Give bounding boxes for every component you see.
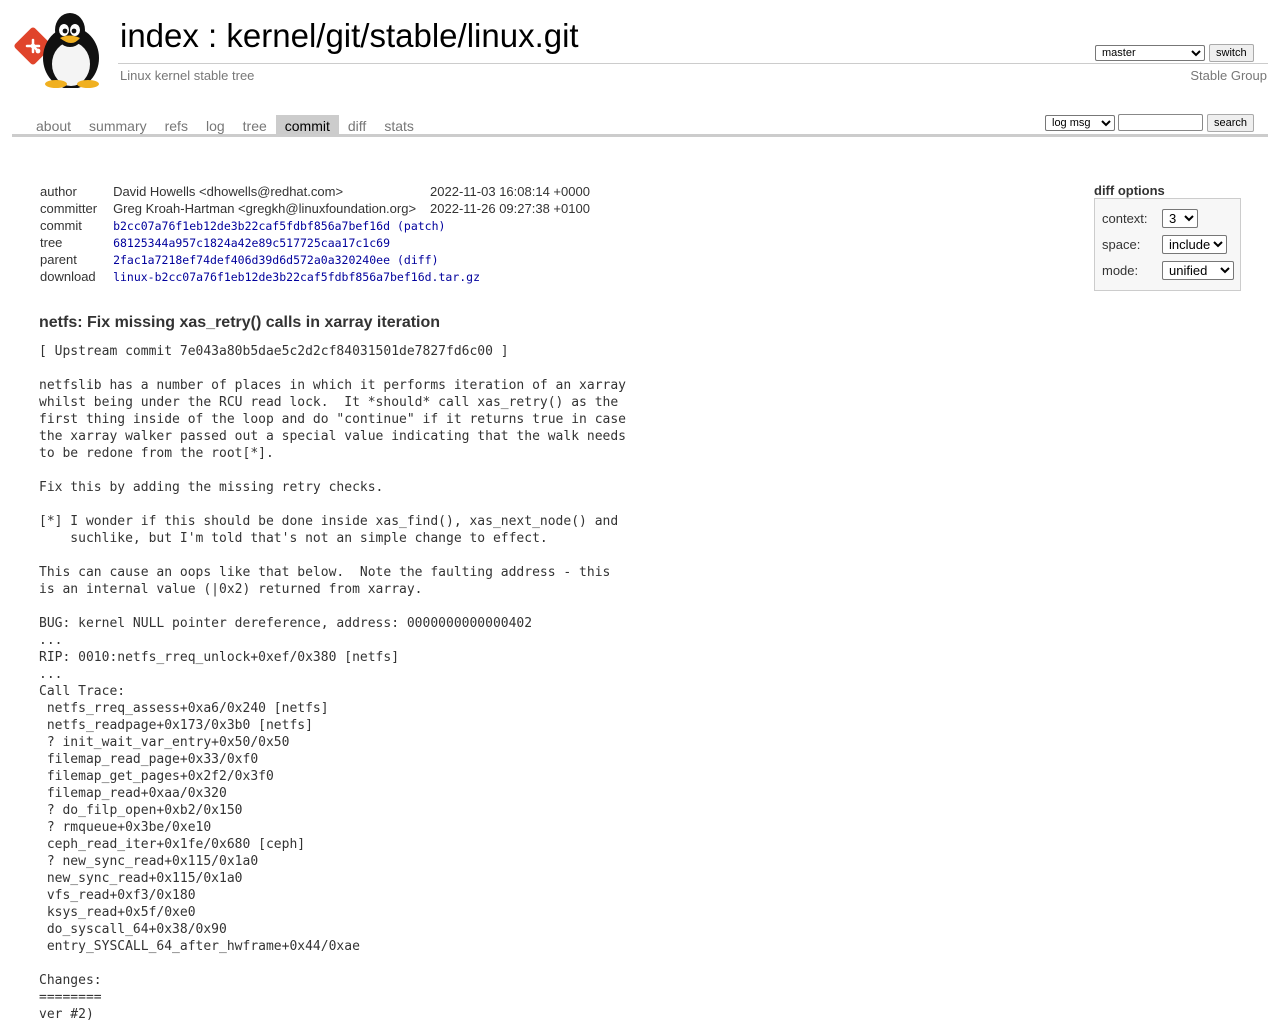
tab-log[interactable]: log [205, 118, 225, 134]
context-label: context: [1102, 211, 1148, 226]
committer-date: 2022-11-26 09:27:38 +0100 [430, 201, 590, 216]
commit-label: commit [40, 218, 82, 233]
repo-owner-link[interactable]: Stable Group [1190, 68, 1267, 83]
parent-diff-link[interactable]: diff [403, 252, 432, 267]
parent-row [37, 251, 590, 268]
title-separator: : [198, 17, 227, 54]
tab-about[interactable]: about [36, 118, 72, 134]
tree-row [37, 234, 590, 251]
tab-summary[interactable]: summary [89, 118, 147, 134]
tab-commit[interactable]: commit [276, 115, 339, 136]
commit-subject: netfs: Fix missing xas_retry() calls in xarray iteration [39, 314, 441, 331]
branch-select[interactable] [1095, 45, 1205, 61]
header-divider [118, 63, 1268, 64]
commit-hash-cell: b2cc07a76f1eb12de3b22caf5fdbf856a7bef16d (patch) [113, 218, 446, 233]
tab-diff[interactable]: diff [347, 118, 367, 134]
parent-hash-cell: 2fac1a7218ef74def406d39d6d572a0a320240ee (diff) [113, 252, 439, 267]
cgit-logo-link[interactable] [14, 10, 110, 88]
author-label: author [40, 184, 77, 199]
space-select[interactable] [1162, 235, 1227, 254]
index-link[interactable]: index [120, 17, 199, 54]
repo-description: Linux kernel stable tree [120, 68, 255, 83]
parent-hash-link[interactable]: 2fac1a7218ef74def406d39d6d572a0a320240ee [113, 252, 391, 267]
tree-hash-link[interactable]: 68125344a957c1824a42e89c517725caa17c1c69 [113, 235, 391, 250]
committer-label: committer [40, 201, 98, 216]
commit-hash-link[interactable]: b2cc07a76f1eb12de3b22caf5fdbf856a7bef16d [113, 218, 391, 233]
commit-message: [ Upstream commit 7e043a80b5dae5c2d2cf84031501de7827fd6c00 ] netfslib has a number of places in which it performs iteration of an xarray whilst being under the RCU read lock. It *should* call xas_retry() as the first thing inside of the loop and do "continue" if it returns true in case the xarray walker passed out a special value indicating that the walk needs to be redone from the root[*]. Fix this by adding the missing retry checks. [*] I wonder if this should be done inside xas_find(), xas_next_node() and suchlike, but I'm told that's not an simple change to effect. This can cause an oops like that below. Note the faulting address - this is an internal value (|0x2) returned from xarray. BUG: kernel NULL pointer dereference, address: 0000000000000402 ... RIP: 0010:netfs_rreq_unlock+0xef/0x380 [netfs] ... Call Trace: netfs_rreq_assess+0xa6/0x240 [netfs] netfs_readpage+0x173/0x3b0 [netfs] ? init_wait_var_entry+0x50/0x50 filemap_read_page+0x33/0xf0 filemap_get_pages+0x2f2/0x3f0 filemap_read+0xaa/0x320 ? do_filp_open+0xb2/0x150 ? rmqueue+0x3be/0xe10 ceph_read_iter+0x1fe/0x680 [ceph] ? new_sync_read+0x115/0x1a0 new_sync_read+0x115/0x1a0 vfs_read+0xf3/0x180 ksys_read+0x5f/0xe0 do_syscall_64+0x38/0x90 entry_SYSCALL_64_after_hwframe+0x44/0xae Changes: ======== ver #2) [39, 344, 626, 1022]
diff-options-panel [1094, 198, 1241, 291]
page-title [120, 16, 579, 56]
committer-row [37, 200, 590, 217]
tab-refs[interactable]: refs [164, 118, 188, 134]
tab-tree[interactable]: tree [242, 118, 267, 134]
download-label: download [40, 269, 96, 284]
mode-label: mode: [1102, 263, 1139, 278]
commit-info-table [37, 183, 590, 285]
committer-value: Greg Kroah-Hartman <gregkh@linuxfoundation.org> [113, 201, 417, 216]
repo-path-link[interactable]: kernel/git/stable/linux.git [226, 17, 579, 54]
search-scope-select[interactable] [1045, 115, 1115, 131]
tab-bar [12, 115, 423, 136]
author-date: 2022-11-03 16:08:14 +0000 [430, 184, 590, 199]
commit-row [37, 217, 590, 234]
search-button[interactable]: search [1207, 114, 1254, 132]
context-select[interactable] [1162, 209, 1198, 228]
author-value: David Howells <dhowells@redhat.com> [113, 184, 344, 199]
patch-link[interactable]: patch [403, 218, 439, 233]
switch-button[interactable]: switch [1209, 44, 1254, 62]
tab-bar-divider [12, 134, 1268, 137]
tux-git-logo-icon [14, 10, 110, 88]
mode-select[interactable] [1162, 261, 1234, 280]
author-row [37, 183, 590, 200]
download-row [37, 268, 590, 285]
parent-label: parent [40, 252, 77, 267]
diff-options-heading: diff options [1094, 183, 1165, 198]
search-input[interactable] [1118, 114, 1203, 131]
tree-hash-cell [113, 234, 590, 251]
tab-stats[interactable]: stats [384, 118, 414, 134]
space-label: space: [1102, 237, 1141, 252]
download-tarball-link[interactable]: linux-b2cc07a76f1eb12de3b22caf5fdbf856a7bef16d.tar.gz [113, 269, 481, 284]
download-cell [113, 268, 590, 285]
tree-label: tree [40, 235, 63, 250]
